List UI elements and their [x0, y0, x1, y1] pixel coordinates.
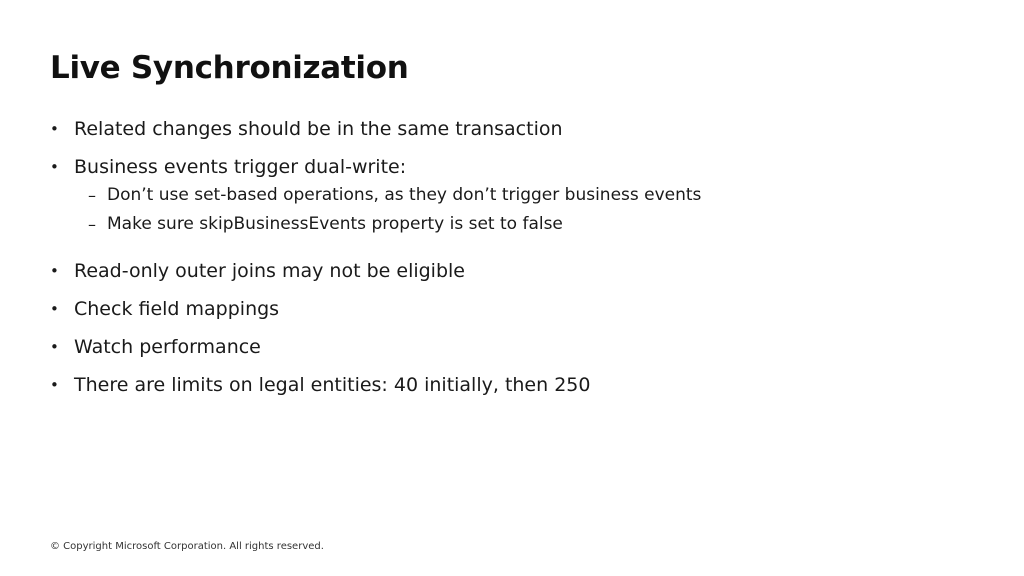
- sub-bullet-marker: –: [88, 215, 96, 234]
- bullet-item: [50, 371, 950, 399]
- bullet-text: Related changes should be in the same transaction: [74, 118, 563, 140]
- sub-bullet-text: Make sure skipBusinessEvents property is set to false: [107, 214, 563, 234]
- bullet-text: Read-only outer joins may not be eligible: [74, 260, 465, 282]
- bullet-item: [50, 333, 950, 361]
- bullet-item: [50, 153, 950, 239]
- sub-bullet-marker: –: [88, 186, 96, 205]
- bullet-item: [50, 257, 950, 285]
- bullet-item: [50, 115, 950, 143]
- copyright-footer: © Copyright Microsoft Corporation. All rights reserved.: [50, 541, 324, 552]
- bullet-marker: •: [50, 262, 59, 280]
- bullet-marker: •: [50, 300, 59, 318]
- bullet-text: There are limits on legal entities: 40 initially, then 250: [74, 374, 591, 396]
- bullet-text: Watch performance: [74, 336, 261, 358]
- slide-title: Live Synchronization: [50, 50, 409, 86]
- sub-bullet-list: [74, 181, 950, 239]
- bullet-marker: •: [50, 158, 59, 176]
- bullet-text: Check field mappings: [74, 298, 280, 320]
- sub-bullet-text: Don’t use set-based operations, as they don’t trigger business events: [107, 185, 702, 205]
- sub-bullet-item: [74, 181, 950, 210]
- bullet-list: [50, 115, 950, 409]
- bullet-marker: •: [50, 120, 59, 138]
- bullet-text: Business events trigger dual-write:: [74, 156, 407, 178]
- bullet-marker: •: [50, 376, 59, 394]
- sub-bullet-item: [74, 210, 950, 239]
- bullet-item: [50, 295, 950, 323]
- bullet-marker: •: [50, 338, 59, 356]
